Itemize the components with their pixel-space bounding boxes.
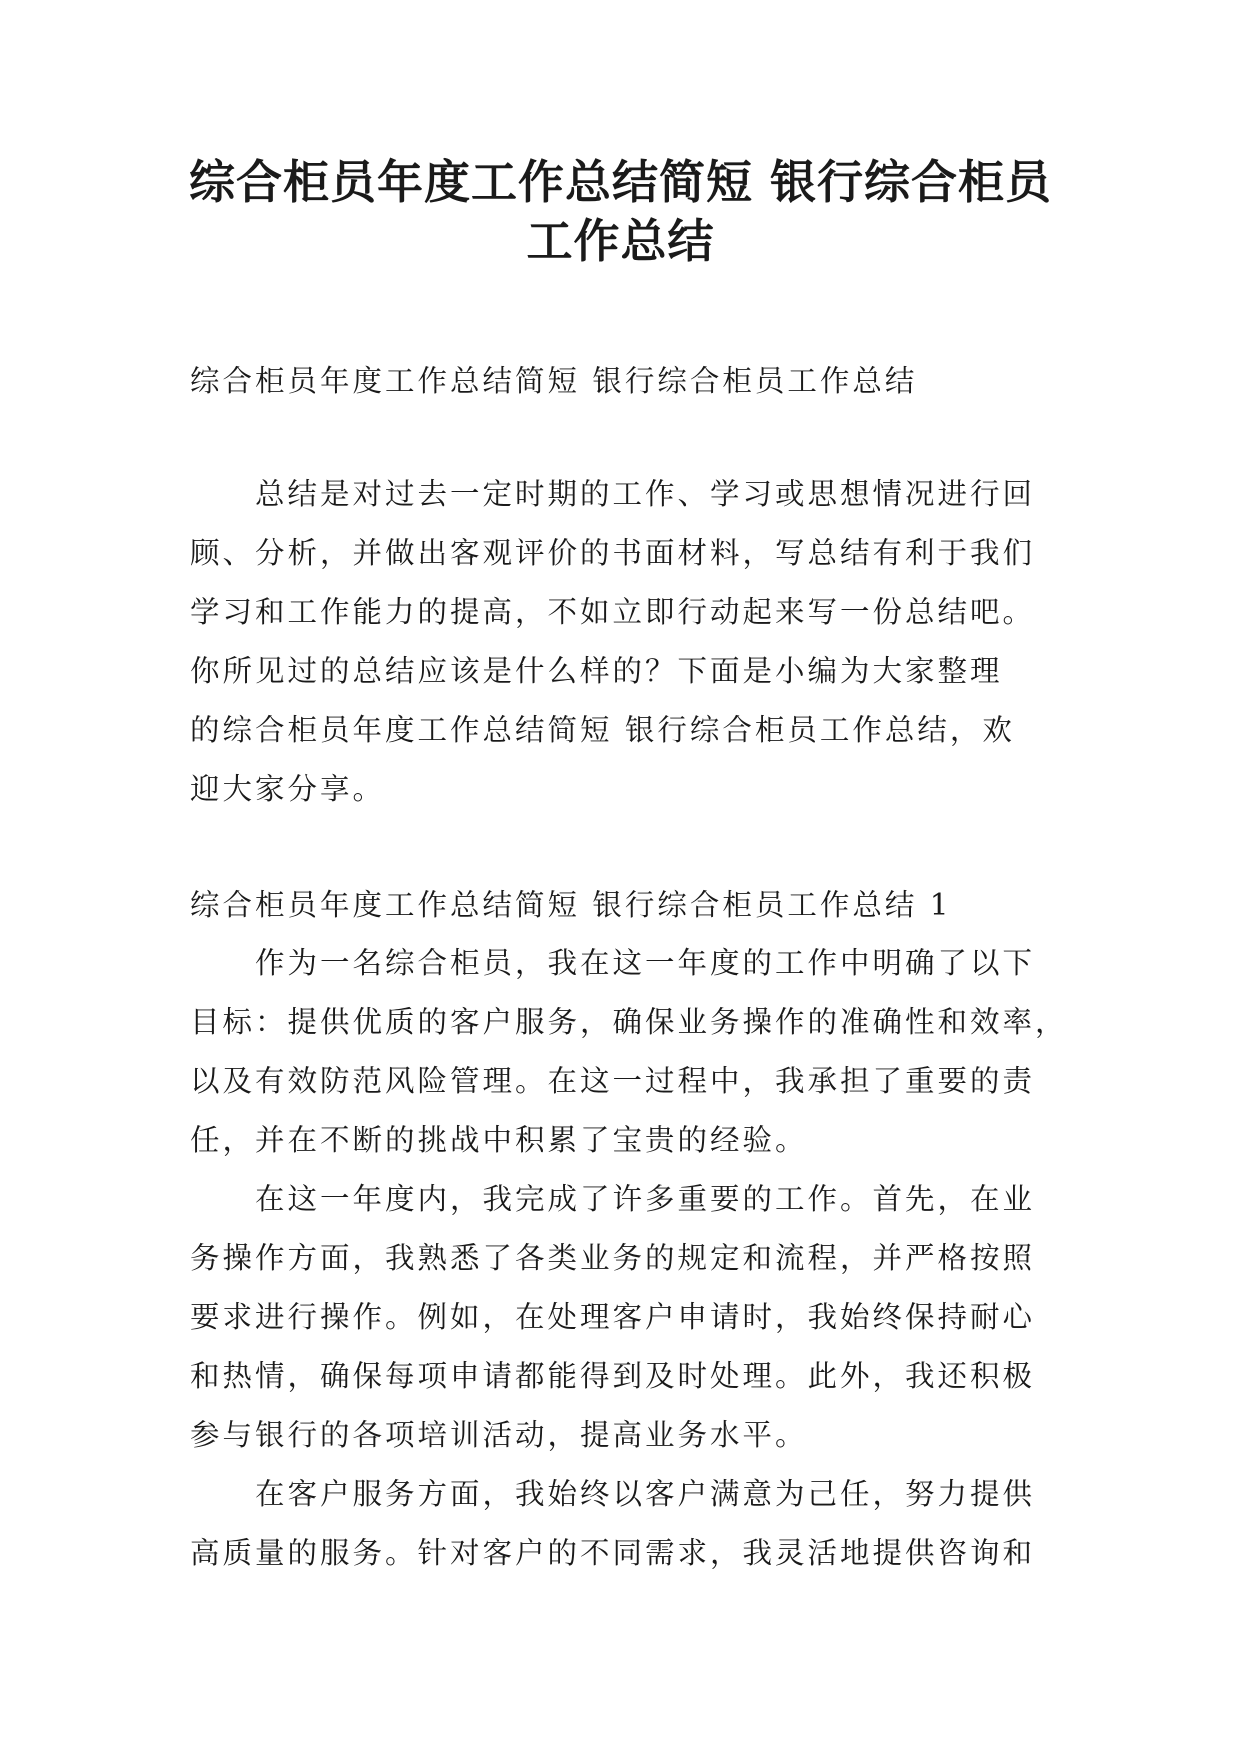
text-line: 和热情，确保每项申请都能得到及时处理。此外，我还积极 [190, 1359, 1036, 1393]
text-line: 以及有效防范风险管理。在这一过程中，我承担了重要的责 [190, 1064, 1036, 1098]
text-line: 务操作方面，我熟悉了各类业务的规定和流程，并严格按照 [190, 1241, 1036, 1275]
paragraph-customer-service [190, 1465, 1052, 1583]
text-line: 的综合柜员年度工作总结简短 银行综合柜员工作总结，欢 [190, 713, 1015, 747]
text-line: 目标：提供优质的客户服务，确保业务操作的准确性和效率， [190, 1005, 1068, 1039]
text-line: 作为一名综合柜员，我在这一年度的工作中明确了以下 [190, 946, 1036, 980]
text-line: 迎大家分享。 [190, 772, 386, 806]
intro-paragraph [190, 465, 1052, 819]
title-line: 综合柜员年度工作总结简短 银行综合柜员 [188, 155, 1052, 209]
text-line: 在这一年度内，我完成了许多重要的工作。首先，在业 [190, 1182, 1036, 1216]
paragraph-work-completed [190, 1170, 1052, 1465]
text-line: 要求进行操作。例如，在处理客户申请时，我始终保持耐心 [190, 1300, 1036, 1334]
text-line: 高质量的服务。针对客户的不同需求，我灵活地提供咨询和 [190, 1536, 1036, 1570]
document-title [150, 150, 1091, 268]
text-line: 在客户服务方面，我始终以客户满意为己任，努力提供 [190, 1477, 1036, 1511]
text-line: 你所见过的总结应该是什么样的？下面是小编为大家整理 [190, 654, 1003, 688]
text-line: 参与银行的各项培训活动，提高业务水平。 [190, 1418, 808, 1452]
text-line: 学习和工作能力的提高，不如立即行动起来写一份总结吧。 [190, 595, 1036, 629]
section-heading: 综合柜员年度工作总结简短 银行综合柜员工作总结 1 [190, 888, 952, 922]
text-line: 总结是对过去一定时期的工作、学习或思想情况进行回 [190, 477, 1036, 511]
paragraph-goals [190, 934, 1068, 1170]
text-line: 任，并在不断的挑战中积累了宝贵的经验。 [190, 1123, 808, 1157]
document-subtitle: 综合柜员年度工作总结简短 银行综合柜员工作总结 [190, 364, 918, 398]
text-line: 顾、分析，并做出客观评价的书面材料，写总结有利于我们 [190, 536, 1036, 570]
title-line: 工作总结 [526, 214, 715, 268]
